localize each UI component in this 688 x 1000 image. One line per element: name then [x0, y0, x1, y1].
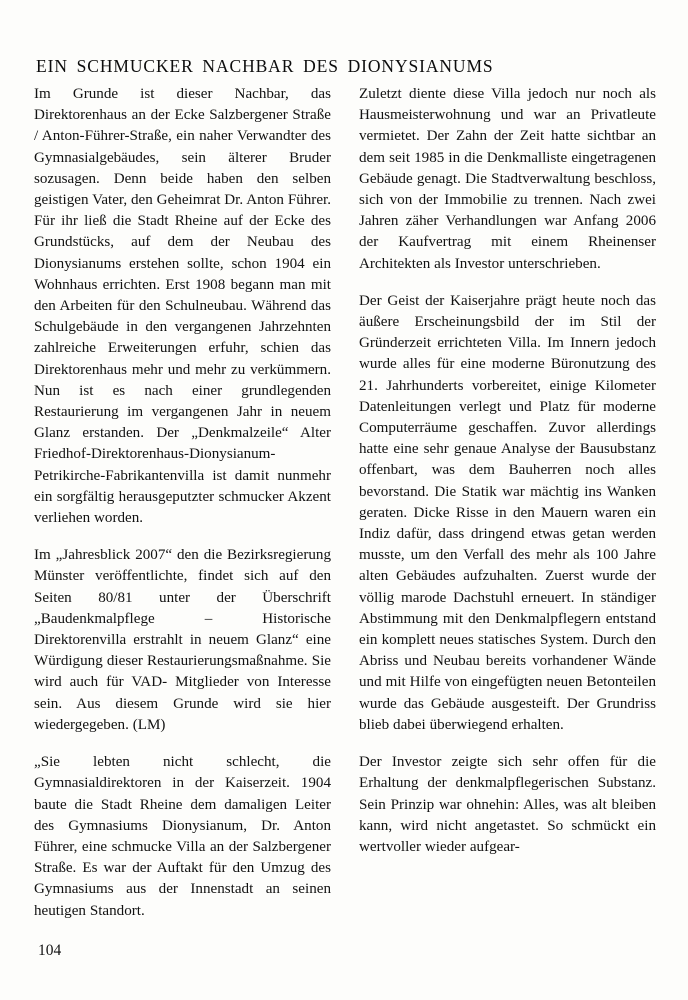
left-column — [34, 84, 331, 920]
paragraph: Der Geist der Kaiserjahre prägt heute noch das äußere Erscheinungsbild der im Stil der Gründerzeit errichteten Villa. Im Innern jedoch wurde alles für eine moderne Büronutzung des 21. Jahrhunderts vorbereitet, einige Kilometer Datenleitungen verlegt und Platz für moderne Computerräume geschaffen. Zuvor allerdings hatte eine sehr genaue Analyse der Bausubstanz offenbart, was dem Bauherren noch alles bevorstand. Die Statik war mächtig ins Wanken geraten. Dicke Risse in den Mauern waren ein Indiz dafür, dass dringend etwas getan werden musste, um den Verfall des mehr als 100 Jahre alten Gebäudes aufzuhalten. Zuerst wurde der völlig marode Dachstuhl erneuert. In ständiger Abstimmung mit den Denkmalpflegern entstand ein komplett neues statisches System. Durch den Abriss und Neubau bereits vorhandener Wände und mit Hilfe von eingefügten neuen Betonteilen wurde das Gebäude ausgesteift. Der Grundriss blieb dabei überwiegend erhalten. — [359, 292, 656, 733]
paragraph: „Sie lebten nicht schlecht, die Gymnasialdirektoren in der Kaiserzeit. 1904 baute die Stadt Rheine dem damaligen Leiter des Gymnasiums Dionysianum, Dr. Anton Führer, eine schmucke Villa an der Salzbergener Straße. Es war der Auftakt für den Umzug des Gymnasiums aus der Innenstadt an seinen heutigen Standort. — [34, 754, 331, 919]
paragraph: Im „Jahresblick 2007“ den die Bezirksregierung Münster veröffentlichte, findet sich auf den Seiten 80/81 unter der Überschrift „Baudenkmalpflege – Historische Direktorenvilla erstrahlt in neuem Glanz“ eine Würdigung dieser Restaurierungsmaßnahme. Sie wird auch für VAD- Mitglieder von Interesse sein. Aus diesem Grunde wird sie hier wiedergegeben. (LM) — [34, 547, 331, 733]
paragraph: Zuletzt diente diese Villa jedoch nur noch als Hausmeisterwohnung und war an Privatleute vermietet. Der Zahn der Zeit hatte sichtbar an dem seit 1985 in die Denkmalliste eingetragenen Gebäude genagt. Die Stadtverwaltung beschloss, sich von der Immobilie zu trennen. Nach zwei Jahren zäher Verhandlungen war Anfang 2006 der Kaufvertrag mit einem Rheinenser Architekten als Investor unterschrieben. — [359, 86, 656, 272]
paragraph: Im Grunde ist dieser Nachbar, das Direktorenhaus an der Ecke Salzbergener Straße / Anton-Führer-Straße, ein naher Verwandter des Gymnasialgebäudes, sein älterer Bruder sozusagen. Denn beide haben den selben geistigen Vater, den Geheimrat Dr. Anton Führer. Für ihr ließ die Stadt Rheine auf der Ecke des Grundstücks, auf dem der Neubau des Dionysianums erstehen sollte, schon 1904 ein Wohnhaus errichten. Erst 1908 begann man mit den Arbeiten für den Schulneubau. Während das Schulgebäude in den vergangenen Jahrzehnten zahlreiche Erweiterungen erfuhr, schien das Direktorenhaus mehr und mehr zu verkümmern. Nun ist es nach einer grundlegenden Restaurierung im vergangenen Jahr in neuem Glanz erstanden. Der „Denkmalzeile“ Alter Friedhof-Direktorenhaus-Dionysianum-Petrikirche-Fabrikantenvilla ist damit nunmehr ein sorgfältig herausgeputzter schmucker Akzent verliehen worden. — [34, 86, 331, 527]
paragraph: Der Investor zeigte sich sehr offen für die Erhaltung der denkmalpflegerischen Substanz. Sein Prinzip war ohnehin: Alles, was alt bleiben kann, wird nicht angetastet. So schmückt ein wertvoller wieder aufgear- — [359, 754, 656, 855]
page-number: 104 — [38, 942, 62, 959]
page-title: EIN SCHMUCKER NACHBAR DES DIONYSIANUMS — [36, 55, 494, 76]
two-column-body — [34, 84, 656, 920]
right-column — [359, 84, 656, 920]
